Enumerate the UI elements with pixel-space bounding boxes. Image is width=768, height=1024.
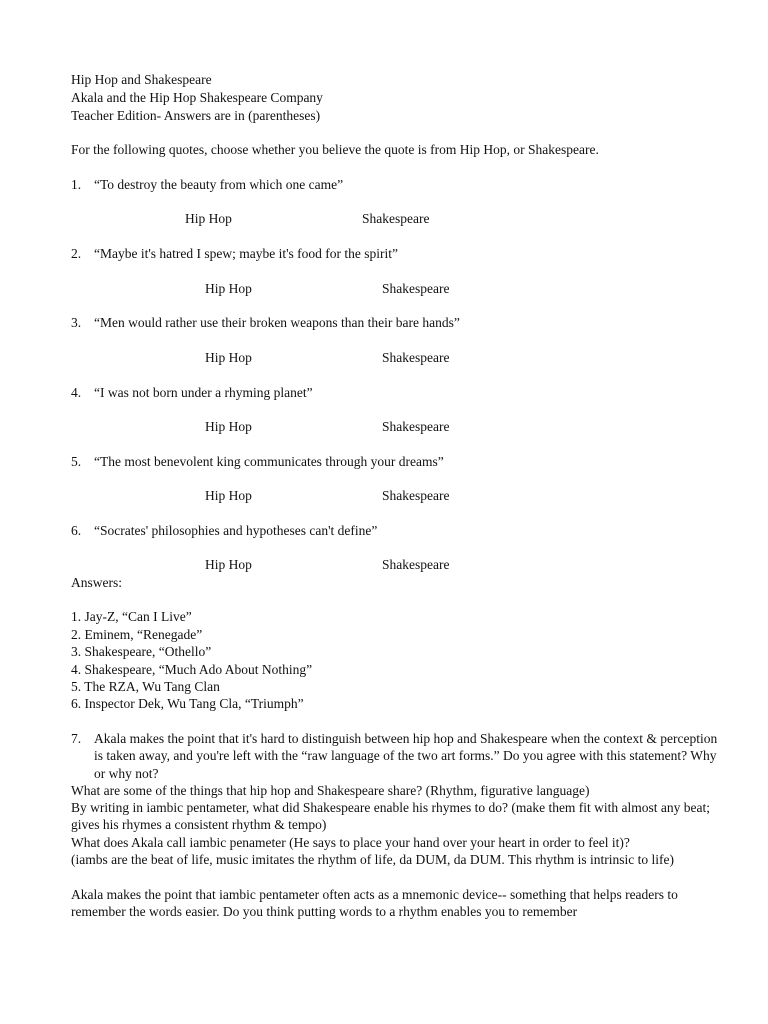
question-mnemonic-device: Akala makes the point that iambic pentameter often acts as a mnemonic device-- something that helps readers to remember the words easier. Do you think putting words to a rhythm enables you to remember — [71, 887, 678, 920]
question-number: 7. — [71, 731, 82, 746]
answers-heading: Answers: — [71, 575, 122, 590]
instructions: For the following quotes, choose whether you believe the quote is from Hip Hop, or Shakespeare. — [71, 142, 599, 157]
option-hip-hop[interactable]: Hip Hop — [205, 350, 252, 365]
option-hip-hop[interactable]: Hip Hop — [205, 557, 252, 572]
quote-text: “To destroy the beauty from which one came” — [94, 177, 344, 192]
option-hip-hop[interactable]: Hip Hop — [205, 419, 252, 434]
quote-text: “The most benevolent king communicates through your dreams” — [94, 454, 444, 469]
option-shakespeare[interactable]: Shakespeare — [382, 350, 450, 365]
option-shakespeare[interactable]: Shakespeare — [382, 488, 450, 503]
quote-number: 6. — [71, 523, 82, 538]
answer-item-3: 3. Shakespeare, “Othello” — [71, 644, 212, 659]
option-hip-hop[interactable]: Hip Hop — [205, 281, 252, 296]
question-shared-elements: What are some of the things that hip hop and Shakespeare share? (Rhythm, figurative language) — [71, 783, 590, 798]
quote-number: 2. — [71, 246, 82, 261]
question-text: Akala makes the point that it's hard to distinguish between hip hop and Shakespeare when the context & perception is taken away, and you're left with the “raw language of the two art forms.” Do you agree with this statement? Why or why not? — [94, 731, 718, 781]
edition-note: Teacher Edition- Answers are in (parentheses) — [71, 108, 321, 123]
quote-number: 1. — [71, 177, 82, 192]
option-shakespeare[interactable]: Shakespeare — [362, 211, 430, 226]
quote-text: “Socrates' philosophies and hypotheses can't define” — [94, 523, 378, 538]
option-hip-hop[interactable]: Hip Hop — [205, 488, 252, 503]
option-shakespeare[interactable]: Shakespeare — [382, 419, 450, 434]
option-shakespeare[interactable]: Shakespeare — [382, 557, 450, 572]
answer-item-2: 2. Eminem, “Renegade” — [71, 627, 203, 642]
quote-number: 4. — [71, 385, 82, 400]
quote-text: “Men would rather use their broken weapons than their bare hands” — [94, 315, 460, 330]
quote-text: “Maybe it's hatred I spew; maybe it's food for the spirit” — [94, 246, 399, 261]
quote-text: “I was not born under a rhyming planet” — [94, 385, 313, 400]
answer-item-1: 1. Jay-Z, “Can I Live” — [71, 609, 192, 624]
question-iambic-pentameter: By writing in iambic pentameter, what did Shakespeare enable his rhymes to do? (make them fit with almost any beat; gives his rhymes a consistent rhythm & tempo) — [71, 800, 711, 833]
answer-item-6: 6. Inspector Dek, Wu Tang Cla, “Triumph” — [71, 696, 304, 711]
answer-item-4: 4. Shakespeare, “Much Ado About Nothing” — [71, 662, 313, 677]
option-hip-hop[interactable]: Hip Hop — [185, 211, 232, 226]
answer-item-5: 5. The RZA, Wu Tang Clan — [71, 679, 220, 694]
document-title: Hip Hop and Shakespeare — [71, 72, 212, 87]
quote-number: 5. — [71, 454, 82, 469]
answer-iambs-beat: (iambs are the beat of life, music imitates the rhythm of life, da DUM, da DUM. This rhythm is intrinsic to life) — [71, 852, 674, 867]
option-shakespeare[interactable]: Shakespeare — [382, 281, 450, 296]
question-akala-call: What does Akala call iambic penameter (He says to place your hand over your heart in order to feel it)? — [71, 835, 630, 850]
document-subtitle: Akala and the Hip Hop Shakespeare Company — [71, 90, 323, 105]
quote-number: 3. — [71, 315, 82, 330]
